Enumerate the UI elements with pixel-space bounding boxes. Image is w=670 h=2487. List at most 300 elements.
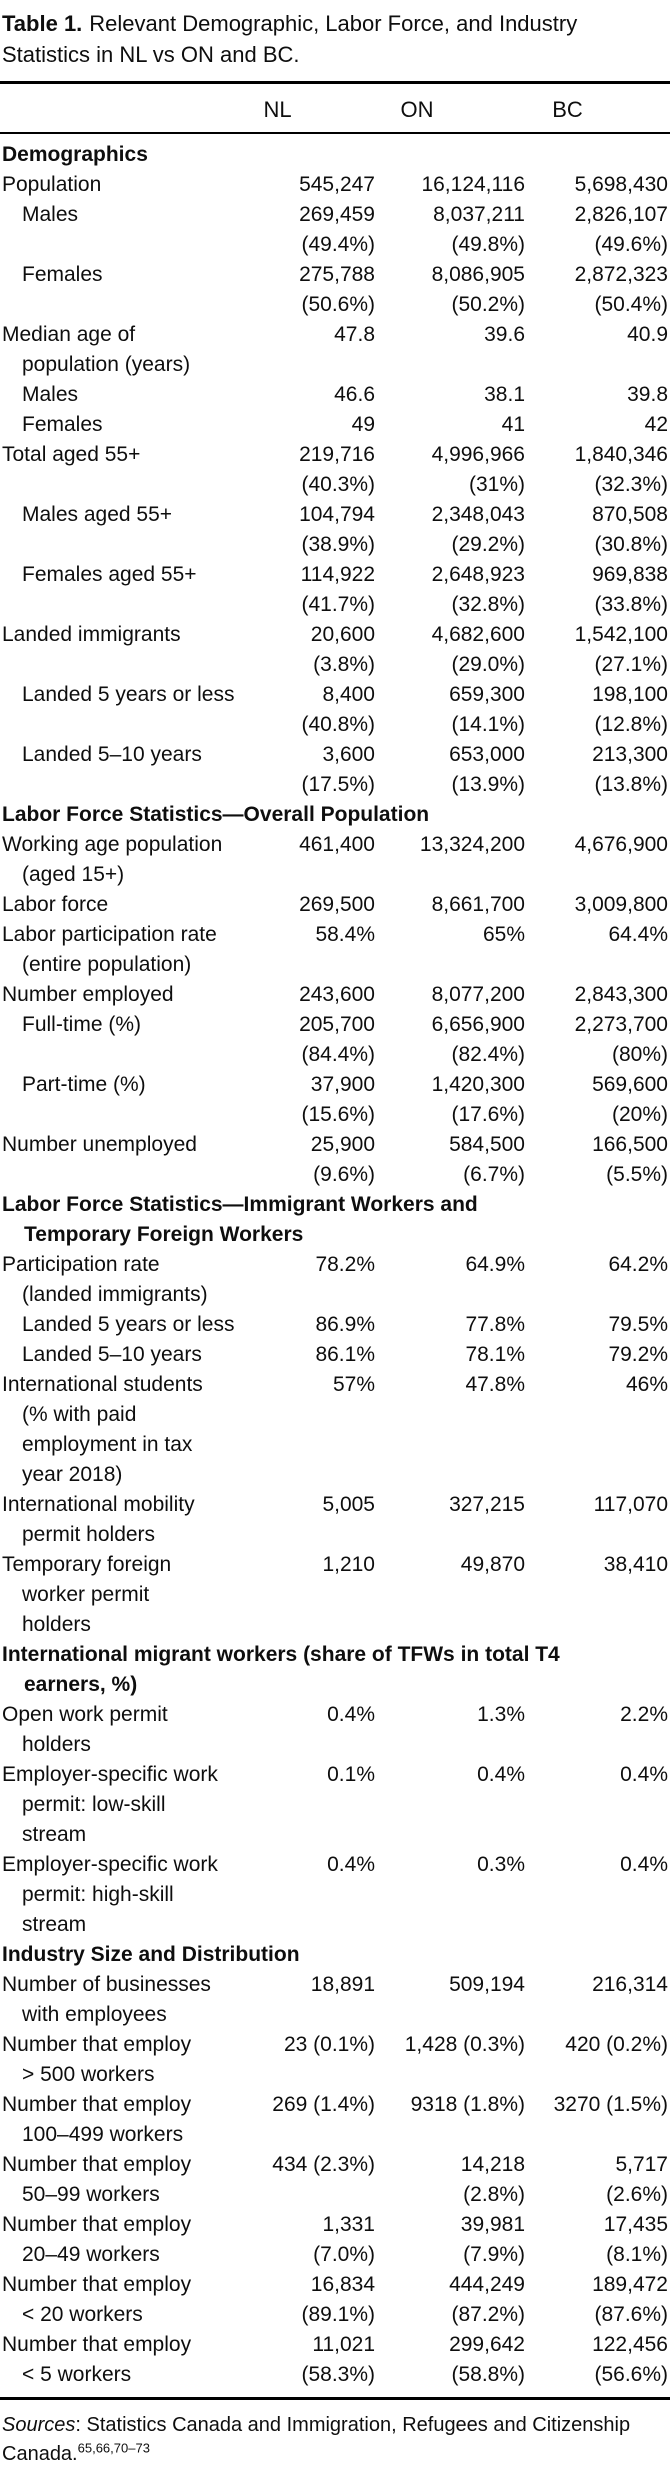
cell-nl [190, 920, 375, 980]
text-line: Industry Size and Distribution [2, 1943, 300, 1966]
row-label [0, 620, 190, 680]
cell-on [375, 1370, 525, 1490]
cell-on [375, 1130, 525, 1190]
text-line: with employees [22, 2003, 167, 2026]
table-row [0, 1970, 670, 2030]
cell-bc [525, 2210, 670, 2270]
row-label [0, 2210, 190, 2270]
row-label [0, 890, 190, 920]
value-line: 25,900 [310, 1133, 375, 1156]
value-line: 38.1 [484, 383, 525, 406]
value-line: (87.6%) [594, 2303, 668, 2326]
cell-nl [190, 1010, 375, 1070]
row-label [0, 1130, 197, 1190]
value-line: (82.4%) [451, 1043, 525, 1066]
value-line: 78.2% [315, 1253, 375, 1276]
value-line: (20%) [611, 1103, 668, 1126]
text-line: Labor force [2, 893, 109, 916]
table-row [0, 1310, 670, 1340]
value-line: 420 (0.2%) [565, 2033, 668, 2056]
row-label [0, 980, 190, 1010]
value-line: (41.7%) [301, 593, 375, 616]
table-row [0, 1070, 670, 1130]
text-line: permit holders [22, 1523, 156, 1546]
row-label [0, 320, 190, 380]
row-label [0, 1340, 202, 1370]
text-line: Number of businesses [2, 1973, 211, 1996]
column-header-bc: BC [525, 83, 670, 134]
text-line: Temporary foreign [2, 1553, 172, 1576]
value-line: (30.8%) [594, 533, 668, 556]
value-line: (84.4%) [301, 1043, 375, 1066]
text-line: Labor Force Statistics—Immigrant Workers and [2, 1193, 478, 1216]
value-line: (14.1%) [451, 713, 525, 736]
value-line: 269,500 [299, 893, 375, 916]
cell-bc [525, 740, 670, 800]
value-line: 77.8% [465, 1313, 525, 1336]
section-row [0, 1190, 670, 1250]
value-line: 86.1% [315, 1343, 375, 1366]
text-line: Labor participation rate [2, 923, 217, 946]
value-line: (8.1%) [606, 2243, 668, 2266]
cell-on [375, 560, 525, 620]
value-line: (7.0%) [313, 2243, 375, 2266]
cell-on [375, 2150, 525, 2210]
value-line: 1,840,346 [574, 443, 668, 466]
cell-bc [525, 260, 670, 320]
cell-nl [190, 440, 375, 500]
text-line: Number that employ [2, 2033, 192, 2056]
value-line: 584,500 [449, 1133, 525, 1156]
table-sources [0, 2411, 650, 2469]
text-line: earners, %) [24, 1673, 138, 1696]
cell-bc [525, 2030, 670, 2090]
cell-on [375, 920, 525, 980]
cell-nl [190, 500, 375, 560]
value-line: 5,005 [322, 1493, 375, 1516]
table-row [0, 2210, 670, 2270]
value-line: 2,872,323 [574, 263, 668, 286]
value-line: 0.3% [477, 1853, 525, 1876]
text-line: Males [22, 203, 79, 226]
cell-on [375, 740, 525, 800]
cell-bc [525, 2090, 670, 2150]
value-line: 213,300 [592, 743, 668, 766]
cell-on [375, 260, 525, 320]
text-line: employment in tax [22, 1433, 193, 1456]
value-line: 569,600 [592, 1073, 668, 1096]
cell-bc [525, 320, 670, 380]
cell-bc [525, 1370, 670, 1490]
cell-nl [190, 1700, 375, 1760]
value-line: 243,600 [299, 983, 375, 1006]
text-line: Labor Force Statistics—Overall Population [2, 803, 430, 826]
text-line: Number that employ [2, 2273, 192, 2296]
value-line: 461,400 [299, 833, 375, 856]
section-header [0, 800, 670, 830]
value-line: 2,843,300 [574, 983, 668, 1006]
value-line: 47.8 [334, 323, 375, 346]
cell-nl [190, 170, 375, 200]
text-line: Participation rate [2, 1253, 160, 1276]
text-line: Number that employ [2, 2213, 192, 2236]
table-row [0, 410, 670, 440]
value-line: (31%) [468, 473, 525, 496]
text-line: Females [22, 263, 103, 286]
cell-bc [525, 440, 670, 500]
cell-bc [525, 170, 670, 200]
value-line: 189,472 [592, 2273, 668, 2296]
row-label [0, 2330, 190, 2399]
table-row [0, 170, 670, 200]
cell-nl [190, 890, 375, 920]
value-line: 870,508 [592, 503, 668, 526]
text-line: Females aged 55+ [22, 563, 197, 586]
table-row [0, 200, 670, 260]
table-body [0, 133, 670, 2399]
value-line: 545,247 [299, 173, 375, 196]
value-line: 0.1% [327, 1763, 375, 1786]
cell-bc [525, 1310, 670, 1340]
cell-on [375, 1550, 525, 1640]
value-line: (5.5%) [606, 1163, 668, 1186]
row-label [0, 830, 223, 890]
table-title [0, 8, 654, 70]
value-line: 122,456 [592, 2333, 668, 2356]
value-line: (32.8%) [451, 593, 525, 616]
table-row [0, 1250, 670, 1310]
table-row [0, 920, 670, 980]
text-line: < 20 workers [22, 2303, 143, 2326]
text-line: (entire population) [22, 953, 192, 976]
section-header [0, 1640, 670, 1700]
cell-bc [525, 1700, 670, 1760]
cell-bc [525, 1340, 670, 1370]
value-line: 0.4% [620, 1853, 668, 1876]
value-line: (80%) [611, 1043, 668, 1066]
text-line: 100–499 workers [22, 2123, 184, 2146]
value-line: 8,086,905 [431, 263, 525, 286]
table-caption: Relevant Demographic, Labor Force, and Industry Statistics in NL vs ON and BC. [2, 11, 578, 67]
table-row [0, 1130, 670, 1190]
text-line: Open work permit [2, 1703, 168, 1726]
text-line: International mobility [2, 1493, 195, 1516]
cell-bc [525, 890, 670, 920]
value-line: (9.6%) [313, 1163, 375, 1186]
value-line: (40.3%) [301, 473, 375, 496]
value-line: 1,210 [322, 1553, 375, 1576]
cell-on [375, 2210, 525, 2270]
value-line: 57% [332, 1373, 375, 1396]
cell-nl [190, 2330, 375, 2399]
section-header [0, 1190, 670, 1250]
section-header [0, 133, 670, 170]
cell-nl [190, 2030, 375, 2090]
cell-on [375, 440, 525, 500]
row-label [0, 2270, 190, 2330]
text-line: stream [22, 1823, 87, 1846]
table-row [0, 1700, 670, 1760]
value-line: 104,794 [299, 503, 375, 526]
text-line: Total aged 55+ [2, 443, 141, 466]
table-row [0, 1550, 670, 1640]
value-line: 6,656,900 [431, 1013, 525, 1036]
cell-nl [190, 980, 375, 1010]
sources-text: : Statistics Canada and Immigration, Refugees and Citizenship Canada. [2, 2414, 631, 2465]
value-line: (29.2%) [451, 533, 525, 556]
row-label [0, 260, 190, 320]
text-line: Males aged 55+ [22, 503, 173, 526]
value-line: 114,922 [300, 563, 375, 586]
text-line: population (years) [22, 353, 191, 376]
cell-on [375, 1970, 525, 2030]
cell-bc [525, 1760, 670, 1850]
value-line: 46.6 [334, 383, 375, 406]
value-line: 659,300 [449, 683, 525, 706]
value-line: 8,661,700 [431, 893, 525, 916]
value-line: (38.9%) [301, 533, 375, 556]
text-line: Temporary Foreign Workers [24, 1223, 304, 1246]
text-line: > 500 workers [22, 2063, 155, 2086]
table-row [0, 1760, 670, 1850]
cell-bc [525, 1850, 670, 1940]
value-line: 269,459 [299, 203, 375, 226]
row-label [0, 1310, 235, 1340]
table-row [0, 320, 670, 380]
section-row [0, 1640, 670, 1700]
value-line: 79.2% [608, 1343, 668, 1366]
value-line: 16,834 [310, 2273, 375, 2296]
value-line: (29.0%) [451, 653, 525, 676]
value-line: (17.6%) [451, 1103, 525, 1126]
table-row [0, 2030, 670, 2090]
value-line: 78.1% [465, 1343, 525, 1366]
text-line: Number that employ [2, 2333, 192, 2356]
table-row [0, 740, 670, 800]
text-line: (landed immigrants) [22, 1283, 208, 1306]
table-row [0, 500, 670, 560]
cell-nl [190, 1370, 375, 1490]
text-line: permit: high-skill [22, 1883, 174, 1906]
text-line: Median age of [2, 323, 136, 346]
value-line: 2,348,043 [431, 503, 525, 526]
cell-nl [190, 740, 375, 800]
stats-table [0, 81, 670, 2400]
value-line: (56.6%) [594, 2363, 668, 2386]
value-line: 299,642 [449, 2333, 525, 2356]
value-line: 216,314 [592, 1973, 668, 1996]
value-line: 9318 (1.8%) [410, 2093, 525, 2116]
cell-on [375, 200, 525, 260]
cell-on [375, 1760, 525, 1850]
value-line: 20,600 [310, 623, 375, 646]
text-line: Landed immigrants [2, 623, 181, 646]
cell-nl [190, 1550, 375, 1640]
section-header [0, 1940, 670, 1970]
value-line: 17,435 [603, 2213, 668, 2236]
table-row [0, 1010, 670, 1070]
cell-on [375, 830, 525, 890]
cell-nl [190, 1490, 375, 1550]
row-label [0, 1550, 190, 1640]
text-line: (aged 15+) [22, 863, 125, 886]
text-line: Employer-specific work [2, 1763, 218, 1786]
text-line: worker permit [22, 1583, 150, 1606]
value-line: (27.1%) [594, 653, 668, 676]
cell-nl [190, 1970, 375, 2030]
value-line: (13.9%) [451, 773, 525, 796]
cell-on [375, 1010, 525, 1070]
table-row [0, 2090, 670, 2150]
cell-nl [190, 620, 375, 680]
cell-bc [525, 2270, 670, 2330]
text-line: Number that employ [2, 2093, 192, 2116]
value-line: (12.8%) [594, 713, 668, 736]
cell-bc [525, 920, 670, 980]
cell-bc [525, 1070, 670, 1130]
value-line: 11,021 [312, 2333, 375, 2356]
cell-nl [190, 200, 375, 260]
row-label [0, 560, 197, 620]
text-line: 50–99 workers [22, 2183, 160, 2206]
value-line: 0.4% [327, 1703, 375, 1726]
cell-bc [525, 500, 670, 560]
value-line: 47.8% [465, 1373, 525, 1396]
value-line: (15.6%) [301, 1103, 375, 1126]
row-label [0, 410, 190, 440]
row-label [0, 1070, 190, 1130]
value-line: 3,600 [322, 743, 375, 766]
row-label [0, 200, 190, 260]
text-line: 20–49 workers [22, 2243, 160, 2266]
value-line: 8,077,200 [431, 983, 525, 1006]
value-line: 327,215 [449, 1493, 525, 1516]
value-line: (49.4%) [301, 233, 375, 256]
table-row [0, 1340, 670, 1370]
table-row [0, 2270, 670, 2330]
row-label [0, 2030, 190, 2090]
value-line: 5,698,430 [574, 173, 668, 196]
table-row [0, 980, 670, 1010]
row-label [0, 1010, 190, 1070]
column-header-nl: NL [190, 83, 375, 134]
table-row [0, 1370, 670, 1490]
value-line: 58.4% [315, 923, 375, 946]
text-line: < 5 workers [22, 2363, 132, 2386]
cell-bc [525, 1970, 670, 2030]
value-line: 509,194 [449, 1973, 525, 1996]
sources-label: Sources [2, 2414, 76, 2436]
table-row [0, 680, 670, 740]
value-line: 4,996,966 [431, 443, 525, 466]
section-row [0, 800, 670, 830]
text-line: Number employed [2, 983, 174, 1006]
header-row [0, 83, 670, 134]
cell-on [375, 1850, 525, 1940]
cell-on [375, 170, 525, 200]
sources-reference-numbers: 65,66,70–73 [77, 2440, 150, 2456]
text-line: holders [22, 1733, 91, 1756]
cell-on [375, 680, 525, 740]
cell-nl [190, 380, 375, 410]
cell-nl [190, 1250, 375, 1310]
cell-on [375, 1310, 525, 1340]
value-line: 39.8 [627, 383, 668, 406]
cell-on [375, 500, 525, 560]
cell-bc [525, 830, 670, 890]
value-line: 3270 (1.5%) [553, 2093, 668, 2116]
value-line: 8,400 [322, 683, 375, 706]
cell-bc [525, 620, 670, 680]
cell-nl [190, 1130, 375, 1190]
value-line: 86.9% [315, 1313, 375, 1336]
text-line: Working age population [2, 833, 223, 856]
cell-on [375, 1700, 525, 1760]
value-line: 275,788 [299, 263, 375, 286]
cell-bc [525, 380, 670, 410]
row-label [0, 920, 217, 980]
text-line: Demographics [2, 143, 148, 166]
value-line: (17.5%) [301, 773, 375, 796]
row-label [0, 500, 190, 560]
cell-on [375, 2270, 525, 2330]
table-header [0, 83, 670, 134]
value-line: 1,428 (0.3%) [404, 2033, 525, 2056]
value-line: 0.4% [620, 1763, 668, 1786]
row-label [0, 380, 190, 410]
cell-nl [190, 2090, 375, 2150]
value-line: 64.9% [465, 1253, 525, 1276]
value-line: 1,331 [322, 2213, 375, 2236]
value-line: 16,124,116 [421, 173, 525, 196]
table-row [0, 2150, 670, 2210]
row-label [0, 740, 202, 800]
table-row [0, 560, 670, 620]
text-line: Number that employ [2, 2153, 192, 2176]
value-line: 38,410 [603, 1553, 668, 1576]
table-row [0, 1490, 670, 1550]
value-line: (2.6%) [606, 2183, 668, 2206]
text-line: Part-time (%) [22, 1073, 146, 1096]
value-line: 205,700 [299, 1013, 375, 1036]
cell-nl [190, 2270, 375, 2330]
text-line: International students [2, 1373, 203, 1396]
row-label [0, 1850, 218, 1940]
text-line: Landed 5 years or less [22, 1313, 235, 1336]
cell-on [375, 320, 525, 380]
cell-on [375, 1250, 525, 1310]
text-line: permit: low-skill [22, 1793, 166, 1816]
value-line: 64.2% [608, 1253, 668, 1276]
text-line: Males [22, 383, 79, 406]
value-line: 4,682,600 [431, 623, 525, 646]
value-line: (50.4%) [594, 293, 668, 316]
table-row [0, 1850, 670, 1940]
cell-on [375, 620, 525, 680]
text-line: Landed 5–10 years [22, 743, 202, 766]
text-line: Employer-specific work [2, 1853, 218, 1876]
section-row [0, 1940, 670, 1970]
cell-nl [190, 260, 375, 320]
value-line: 39,981 [460, 2213, 525, 2236]
value-line: 39.6 [484, 323, 525, 346]
value-line: 219,716 [299, 443, 375, 466]
cell-bc [525, 1490, 670, 1550]
value-line: 8,037,211 [433, 203, 525, 226]
row-label [0, 440, 190, 500]
value-line: 2,273,700 [574, 1013, 668, 1036]
value-line: (58.8%) [451, 2363, 525, 2386]
